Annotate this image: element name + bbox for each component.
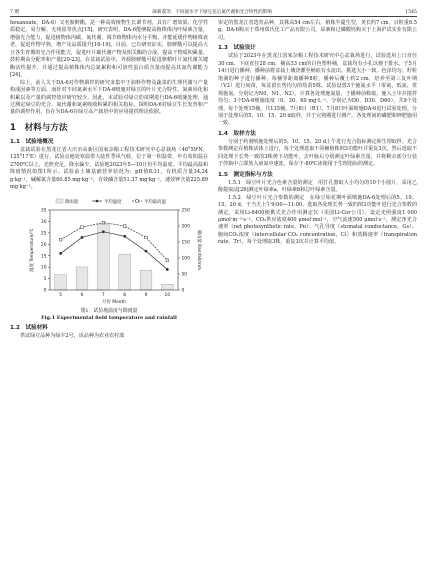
rain-bar — [76, 267, 88, 290]
max-temperature-point — [102, 221, 105, 224]
legend-mean-marker — [96, 199, 99, 202]
y-right-tick-label: 100 — [181, 256, 190, 262]
figure-1 — [10, 194, 208, 306]
paragraph: 分别于药剂喷施处理后的5、10、15、20 d上午进行光合指标测定和生理取样。光合参数测定在植株活体上进行，每个处理选取不同桶植株倒3功能叶并重复3次，然后选取不同处理下长势一致的3株剪下功能叶，去叶脉后分别测定叶绿素含量，并将剩余部分分装于伴瓶中立即放入液氮中速冻，保存于-80℃冰箱用于生理指标的测定。 — [218, 138, 417, 168]
rain-bar — [119, 254, 131, 290]
legend-rain-label: 降雨量 — [65, 199, 79, 205]
section-heading: 1 材料与方法 — [10, 122, 68, 133]
right-column — [218, 20, 417, 247]
y-right-tick-label: 200 — [181, 224, 190, 230]
y-right-tick-label: 250 — [181, 208, 190, 214]
max-temperature-point — [59, 238, 62, 241]
subsection-heading: 1.3 试验设计 — [218, 45, 256, 52]
y-left-tick-label: 30 — [40, 219, 47, 225]
legend-max-marker — [136, 199, 139, 202]
legend-max-label: 平均最高温 — [144, 199, 166, 205]
paragraph: 盆栽试验在黑龙江省大庆市高新区国家杂粮工程技术研究中心盆栽场（46°59'N，125°17'E）进行。试验点地处寒温带大陆性季风气候，位于第一积温带，年有效积温在2700℃以上，光照充足，降水偏少。试验地2023年5—10月份平均温度、平均最高温和降雨情况如图1所示。试验前土壤基础营养状况为：pH值8.31，有机质含量34.24 g·kg⁻¹，碱解氮含量60.85 mg·kg⁻¹，有效磷含量51.37 mg·kg⁻¹，速效钾含量225.89 mg·kg⁻¹。 — [10, 146, 208, 191]
mean-temperature-point — [145, 249, 148, 252]
x-tick-label: 10 — [164, 292, 171, 298]
y-left-tick-label: 25 — [40, 231, 47, 237]
paragraph: hexanoate，DA-6）又名胺鲜酯，是一种高效植物生长调节剂，具有广谱效果、化学性质稳定、易分解、无残留等优点[15]。研究表明，DA-6能够提高植株体内叶绿素含量，增强光合能力，促进植物体内碳、氮代谢，调节植物体内水分平衡，并能延缓作物植株衰老，促进作物早熟，增产及品质提升[16-19]。目前，已有研究证实，胺鲜酯可以提高大豆各生育期的光合作用能力，促进叶片碳代谢产物及相关酶的合成，提高干物质积累量，鼓粒期高分配率和产量[20-23]。在盆栽试验中，外源胺鲜酯可促进旗稻叶片氮代谢关键酶活性提升，并通过提高植株体内总氮累积和可溶性蛋白质含量而提高其氮代谢能力[24]。 — [10, 20, 208, 79]
header-page-number: 1545 — [405, 10, 417, 15]
subsection-heading: 1.1 试验地概况 — [10, 138, 54, 145]
rain-bar — [140, 270, 152, 290]
x-axis-label: 月份 Month — [102, 299, 126, 305]
plot-frame — [50, 210, 178, 290]
y-left-tick-label: 20 — [40, 242, 47, 248]
header-title: 颜莉荔等：不同氮水平下绿豆花后氮代谢和光合特性的影响 — [152, 10, 272, 15]
legend-rain-swatch — [56, 199, 63, 203]
left-column — [10, 20, 208, 340]
subsection-heading: 1.4 取样方法 — [218, 130, 256, 137]
figure-caption-en — [10, 315, 208, 322]
y-left-tick-label: 0 — [43, 288, 47, 294]
y-right-tick-label: 0 — [181, 288, 185, 294]
figure-caption-zh: 图1 试验地温度与降雨量 — [80, 307, 138, 314]
figure-caption-en-text: Experimental field temperature and rainfall — [56, 314, 177, 321]
mean-temperature-point — [166, 268, 169, 271]
rain-bar — [55, 274, 67, 289]
mean-temperature-point — [59, 252, 62, 255]
paragraph: 1.5.1 绿豆叶片光合色素含量的测定 用打孔器取大小均匀的10个小圆片，采用乙醇提取法[26]测定叶绿素a、叶绿素b和总叶绿素含量。 — [218, 179, 417, 194]
max-temperature-point — [123, 224, 126, 227]
y-left-axis-label: 温度 Temperature/℃ — [30, 227, 35, 272]
max-temperature-point — [81, 225, 84, 228]
running-header — [10, 4, 417, 17]
mean-temperature-line — [61, 231, 168, 269]
figure-number: Fig.1 — [41, 314, 56, 321]
y-left-tick-label: 5 — [43, 276, 47, 282]
subsection-heading: 1.5 测定指标与方法 — [218, 171, 273, 178]
rain-bar — [161, 284, 173, 290]
max-temperature-point — [166, 259, 169, 262]
rain-bar — [97, 224, 109, 290]
paragraph: 审定的黑龙江省选育品种，其株高54 cm左右，植株半蔓生型，荚长约7 cm，百粒重6.5 g。DA-6购买于郑州郑氏化工产品有限公司。尿素和过磷酸钙购买于上海沪试实业有限公司。 — [218, 20, 417, 41]
y-left-tick-label: 15 — [40, 253, 47, 259]
rain-temperature-chart — [10, 194, 208, 306]
y-right-tick-label: 50 — [181, 272, 188, 278]
mean-temperature-point — [81, 236, 84, 239]
y-right-tick-label: 150 — [181, 240, 190, 246]
paragraph: 供试绿豆品种为绿丰2号，该品种为农业农村部 — [20, 332, 125, 339]
x-tick-label: 7 — [101, 292, 105, 298]
y-left-tick-label: 35 — [40, 208, 47, 214]
max-temperature-point — [145, 236, 148, 239]
mean-temperature-point — [102, 230, 105, 233]
x-tick-label: 8 — [123, 292, 127, 298]
legend-mean-label: 平均温度 — [104, 199, 122, 205]
mean-temperature-point — [123, 234, 126, 237]
y-left-tick-label: 10 — [40, 265, 47, 271]
x-tick-label: 6 — [80, 292, 84, 298]
paragraph: 综上，前人关于DA-6对作物调控的研究多集中于油料作物及蔬菜的生理代谢与产量构成因素等方面，而针对不同氮素水平下DA-6喷施对绿豆的叶片光合特性、氮素同化和积累以及产量的调控效应研究较少。因此，本试验对绿豆幼苗期进行DA-6喷施处理，通过测定绿豆的光合、氮代谢和氮素吸收积累的相关指标，探明DA-6对绿豆生长发育和产量的调控作用，旨在为DA-6在绿豆高产栽培中的应用提供理论依据。 — [10, 79, 208, 116]
y-right-axis-label: 降雨量 Rainfall/mm — [196, 229, 201, 270]
header-issue: 7 期 — [10, 10, 19, 15]
x-tick-label: 9 — [144, 292, 148, 298]
paragraph: 1.5.2 绿豆叶片光合参数的测定 在绿豆始花期叶面喷施DA-6处理后的5、10、15、20 d，于当天上午9:00—11:00，选取各处理长势一致的倒3功能叶进行光合参数的测定，采用Li-6400便携式光合作用测定仪（美国Li-Cor公司），设定光照强度1 000 μmol·m⁻²·s⁻¹、CO₂供应浓度400 μmol·mol⁻¹，空气流速500 μmol·s⁻¹，测定净光合速率（net photosynthetic rate，Pn）、气孔导度（stomatal conductance，Gs）、胞间CO₂浓度（intercellular CO₂ concentration，Ci）和蒸腾速率（transpiration rate，Tr）。每个处理取3株，重复3次并计算平均值。 — [218, 194, 417, 246]
x-tick-label: 5 — [59, 292, 63, 298]
paragraph: 试验于2023年在黑龙江国家杂粮工程技术研究中心盆栽场进行，试验选用上口直径30 cm、下底直径28 cm、桶高33 cm的白色塑料桶，盆栽均有小孔以便于排水。于5月14日进行播种，播种前将盆栽土壤浇灌至桶底有水流出。挑选大小一致、色泽均匀、籽粒饱满的种子进行播种，每桶等距离播种8粒，播种后覆土约2 cm，培养至第三复叶期（V2）进行间苗，每盆留长势均匀的幼苗5株。试验设置3个施氮水平（零氮，低氮、常规施氮，分别记为N0、N1、N2），计算各处理施氮量，于播种前称取，施入土中并搅拌均匀；3个DA-6喷施浓度（0、30、60 mg·L⁻¹，分别记为D0、D30、D60），共9个处理。每个处理15桶，共135桶。7月8日（R1），7月8日叶面喷施DA-6进行试验处理。分别于处理后的5、10、15、20 d取样，并于完熟期进行测产。各处理间的磷肥和钾肥施用一致。 — [218, 53, 417, 127]
subsection-heading: 1.2 试验材料 — [10, 324, 48, 331]
